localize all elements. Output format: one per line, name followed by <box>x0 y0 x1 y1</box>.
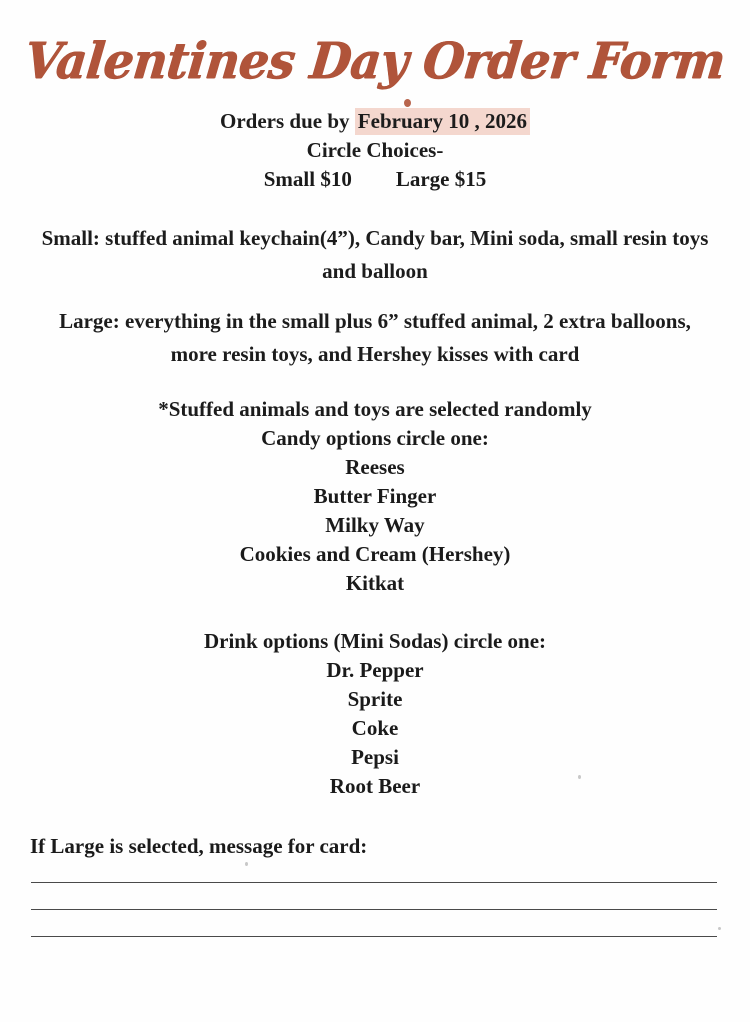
drink-option-sprite[interactable]: Sprite <box>347 687 403 711</box>
card-message-line-2[interactable] <box>31 909 717 910</box>
title-container <box>0 32 750 91</box>
card-message-label: If Large is selected, message for card: <box>30 834 368 858</box>
circle-choices-label: Circle Choices- <box>306 138 444 162</box>
candy-option-reeses[interactable]: Reeses <box>345 455 405 479</box>
drink-options-group <box>0 627 750 801</box>
large-price-label: Large $15 <box>395 167 487 191</box>
candy-option-cookies-and-cream[interactable]: Cookies and Cream (Hershey) <box>239 542 511 566</box>
drink-option-root-beer[interactable]: Root Beer <box>329 774 421 798</box>
large-package-description: Large: everything in the small plus 6” stuffed animal, 2 extra balloons, more resin toys, and Hershey kisses with card <box>59 309 691 366</box>
card-message-line-1[interactable] <box>31 882 717 883</box>
card-message-line-3[interactable] <box>31 936 717 937</box>
candy-options-heading: Candy options circle one: <box>261 426 489 450</box>
price-row <box>0 165 750 194</box>
page-title: Valentines Day Order Form <box>22 32 728 91</box>
orders-due-line <box>0 107 750 136</box>
scan-artifact-dot <box>404 99 411 107</box>
candy-option-butter-finger[interactable]: Butter Finger <box>313 484 437 508</box>
small-price-label: Small $10 <box>263 167 352 191</box>
scan-artifact-speck-2 <box>245 862 248 866</box>
drink-options-heading: Drink options (Mini Sodas) circle one: <box>203 629 547 653</box>
candy-option-kitkat[interactable]: Kitkat <box>345 571 405 595</box>
due-date-highlight: February 10 , 2026 <box>355 108 530 135</box>
orders-due-prefix: Orders due by <box>220 109 355 133</box>
candy-options-group <box>0 424 750 598</box>
candy-option-milky-way[interactable]: Milky Way <box>325 513 425 537</box>
random-selection-note: *Stuffed animals and toys are selected randomly <box>158 397 592 421</box>
drink-option-dr-pepper[interactable]: Dr. Pepper <box>326 658 424 682</box>
scan-artifact-speck <box>578 775 581 779</box>
drink-option-pepsi[interactable]: Pepsi <box>351 745 399 769</box>
scan-artifact-speck-3 <box>718 927 721 930</box>
small-package-description: Small: stuffed animal keychain(4”), Candy bar, Mini soda, small resin toys and balloon <box>41 226 709 283</box>
drink-option-coke[interactable]: Coke <box>351 716 399 740</box>
